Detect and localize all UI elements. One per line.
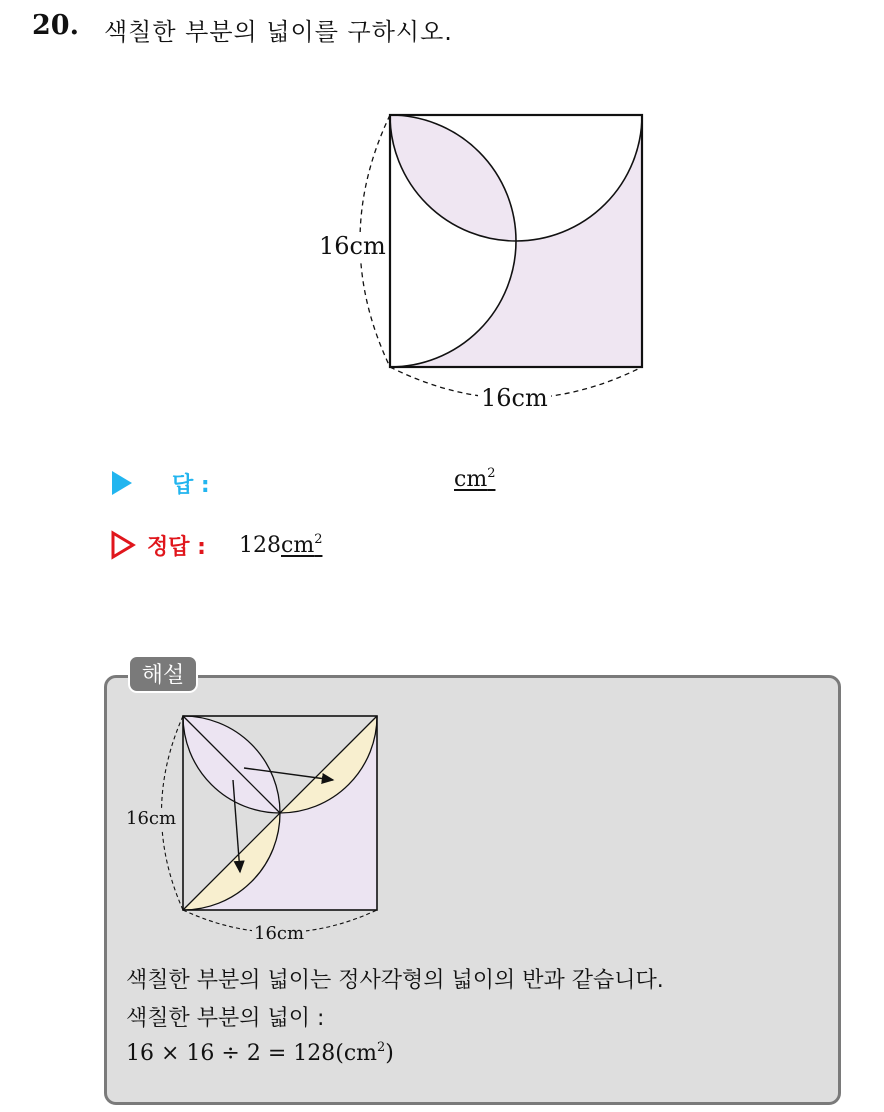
solution-tag: 해설 (128, 655, 198, 693)
solution-formula-main: 16 × 16 ÷ 2 = 128( (126, 1041, 344, 1066)
square (390, 115, 642, 367)
correct-unit-exp: 2 (314, 532, 323, 547)
answer-unit (454, 466, 495, 492)
left-semicircle (390, 115, 516, 367)
solution-formula-exp: 2 (377, 1040, 386, 1055)
solution-bottom-label: 16cm (254, 923, 305, 944)
correct-unit (281, 533, 322, 558)
top-semicircle (390, 115, 642, 241)
question-text: 색칠한 부분의 넓이를 구하시오. (104, 18, 453, 46)
question-number: 20. (32, 10, 79, 41)
side-length-label: 16cm (319, 232, 386, 260)
correct-value (239, 532, 322, 558)
answer-unit-exp: 2 (487, 466, 496, 481)
bottom-length-label: 16cm (478, 384, 551, 412)
answer-arrow-icon (112, 471, 132, 495)
correct-arrow-icon (111, 531, 137, 559)
solution-side-label: 16cm (126, 808, 177, 829)
solution-formula-unit: cm (343, 1041, 378, 1066)
correct-label: 정답 : (147, 535, 206, 560)
solution-formula-close: ) (385, 1041, 394, 1066)
solution-formula (126, 1040, 394, 1066)
correct-unit-text: cm (281, 533, 315, 558)
answer-unit-text: cm (454, 467, 488, 492)
correct-number: 128 (239, 533, 281, 558)
answer-label: 답 : (172, 473, 210, 498)
solution-line-1: 색칠한 부분의 넓이는 정사각형의 넓이의 반과 같습니다. (126, 968, 664, 993)
shaded-region (390, 115, 642, 367)
solution-line-2: 색칠한 부분의 넓이 : (126, 1006, 325, 1031)
